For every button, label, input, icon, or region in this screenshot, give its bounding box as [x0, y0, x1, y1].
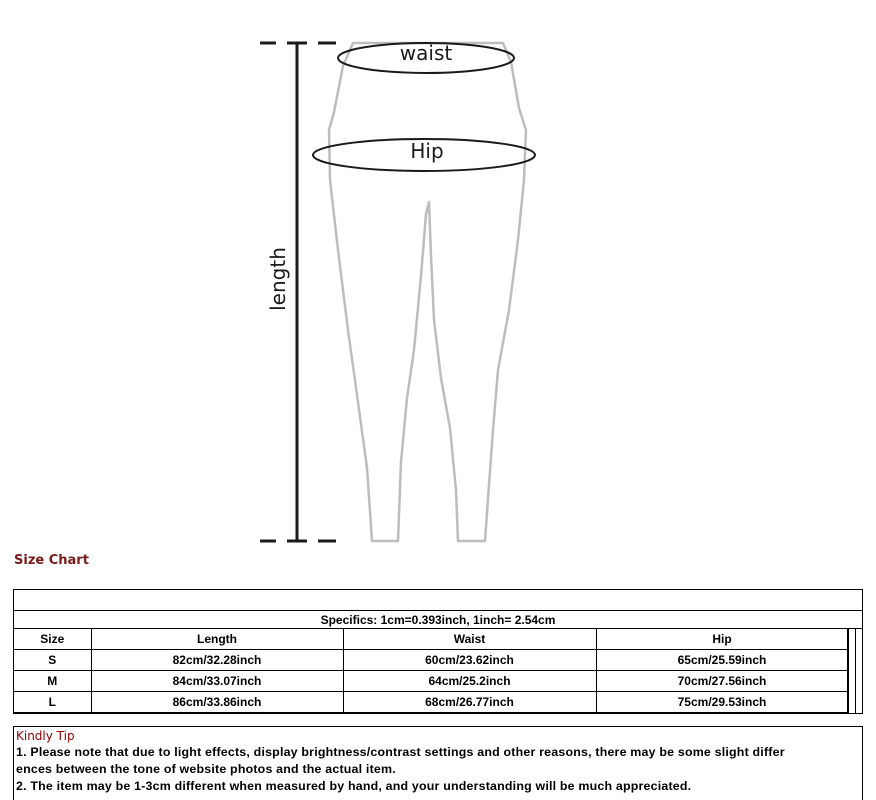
- size-cell: M: [14, 671, 91, 692]
- hip-cell: 75cm/29.53inch: [596, 692, 848, 713]
- header-length: Length: [91, 629, 343, 650]
- waist-cell: 64cm/25.2inch: [343, 671, 596, 692]
- header-waist: Waist: [343, 629, 596, 650]
- table-row: [14, 671, 848, 692]
- table-header-row: [14, 629, 848, 650]
- pants-outline: [329, 43, 526, 541]
- table-row: [14, 650, 848, 671]
- size-chart-title: Size Chart: [14, 553, 89, 568]
- tip-line: 2. The item may be 1-3cm different when measured by hand, and your understanding will be much appreciated.: [16, 779, 692, 793]
- kindly-tip-box: [13, 726, 863, 800]
- header-size: Size: [14, 629, 91, 650]
- size-cell: L: [14, 692, 91, 713]
- header-hip: Hip: [596, 629, 848, 650]
- hip-cell: 65cm/25.59inch: [596, 650, 848, 671]
- size-chart-table: [13, 589, 863, 714]
- waist-cell: 68cm/26.77inch: [343, 692, 596, 713]
- specifics-row: Specifics: 1cm=0.393inch, 1inch= 2.54cm: [14, 610, 862, 629]
- length-cell: 86cm/33.86inch: [91, 692, 343, 713]
- length-cell: 84cm/33.07inch: [91, 671, 343, 692]
- empty-columns: [847, 629, 862, 714]
- tip-line: ences between the tone of website photos and the actual item.: [16, 762, 396, 776]
- length-label: length: [266, 247, 290, 311]
- hip-cell: 70cm/27.56inch: [596, 671, 848, 692]
- kindly-tip-title: Kindly Tip: [16, 729, 75, 743]
- size-cell: S: [14, 650, 91, 671]
- tip-line: 1. Please note that due to light effects, display brightness/contrast settings and other reasons, there may be some slight differ: [16, 745, 785, 759]
- size-table: [14, 629, 849, 713]
- waist-label: waist: [399, 41, 453, 65]
- hip-label: Hip: [410, 139, 444, 163]
- length-cell: 82cm/32.28inch: [91, 650, 343, 671]
- table-row: [14, 692, 848, 713]
- waist-cell: 60cm/23.62inch: [343, 650, 596, 671]
